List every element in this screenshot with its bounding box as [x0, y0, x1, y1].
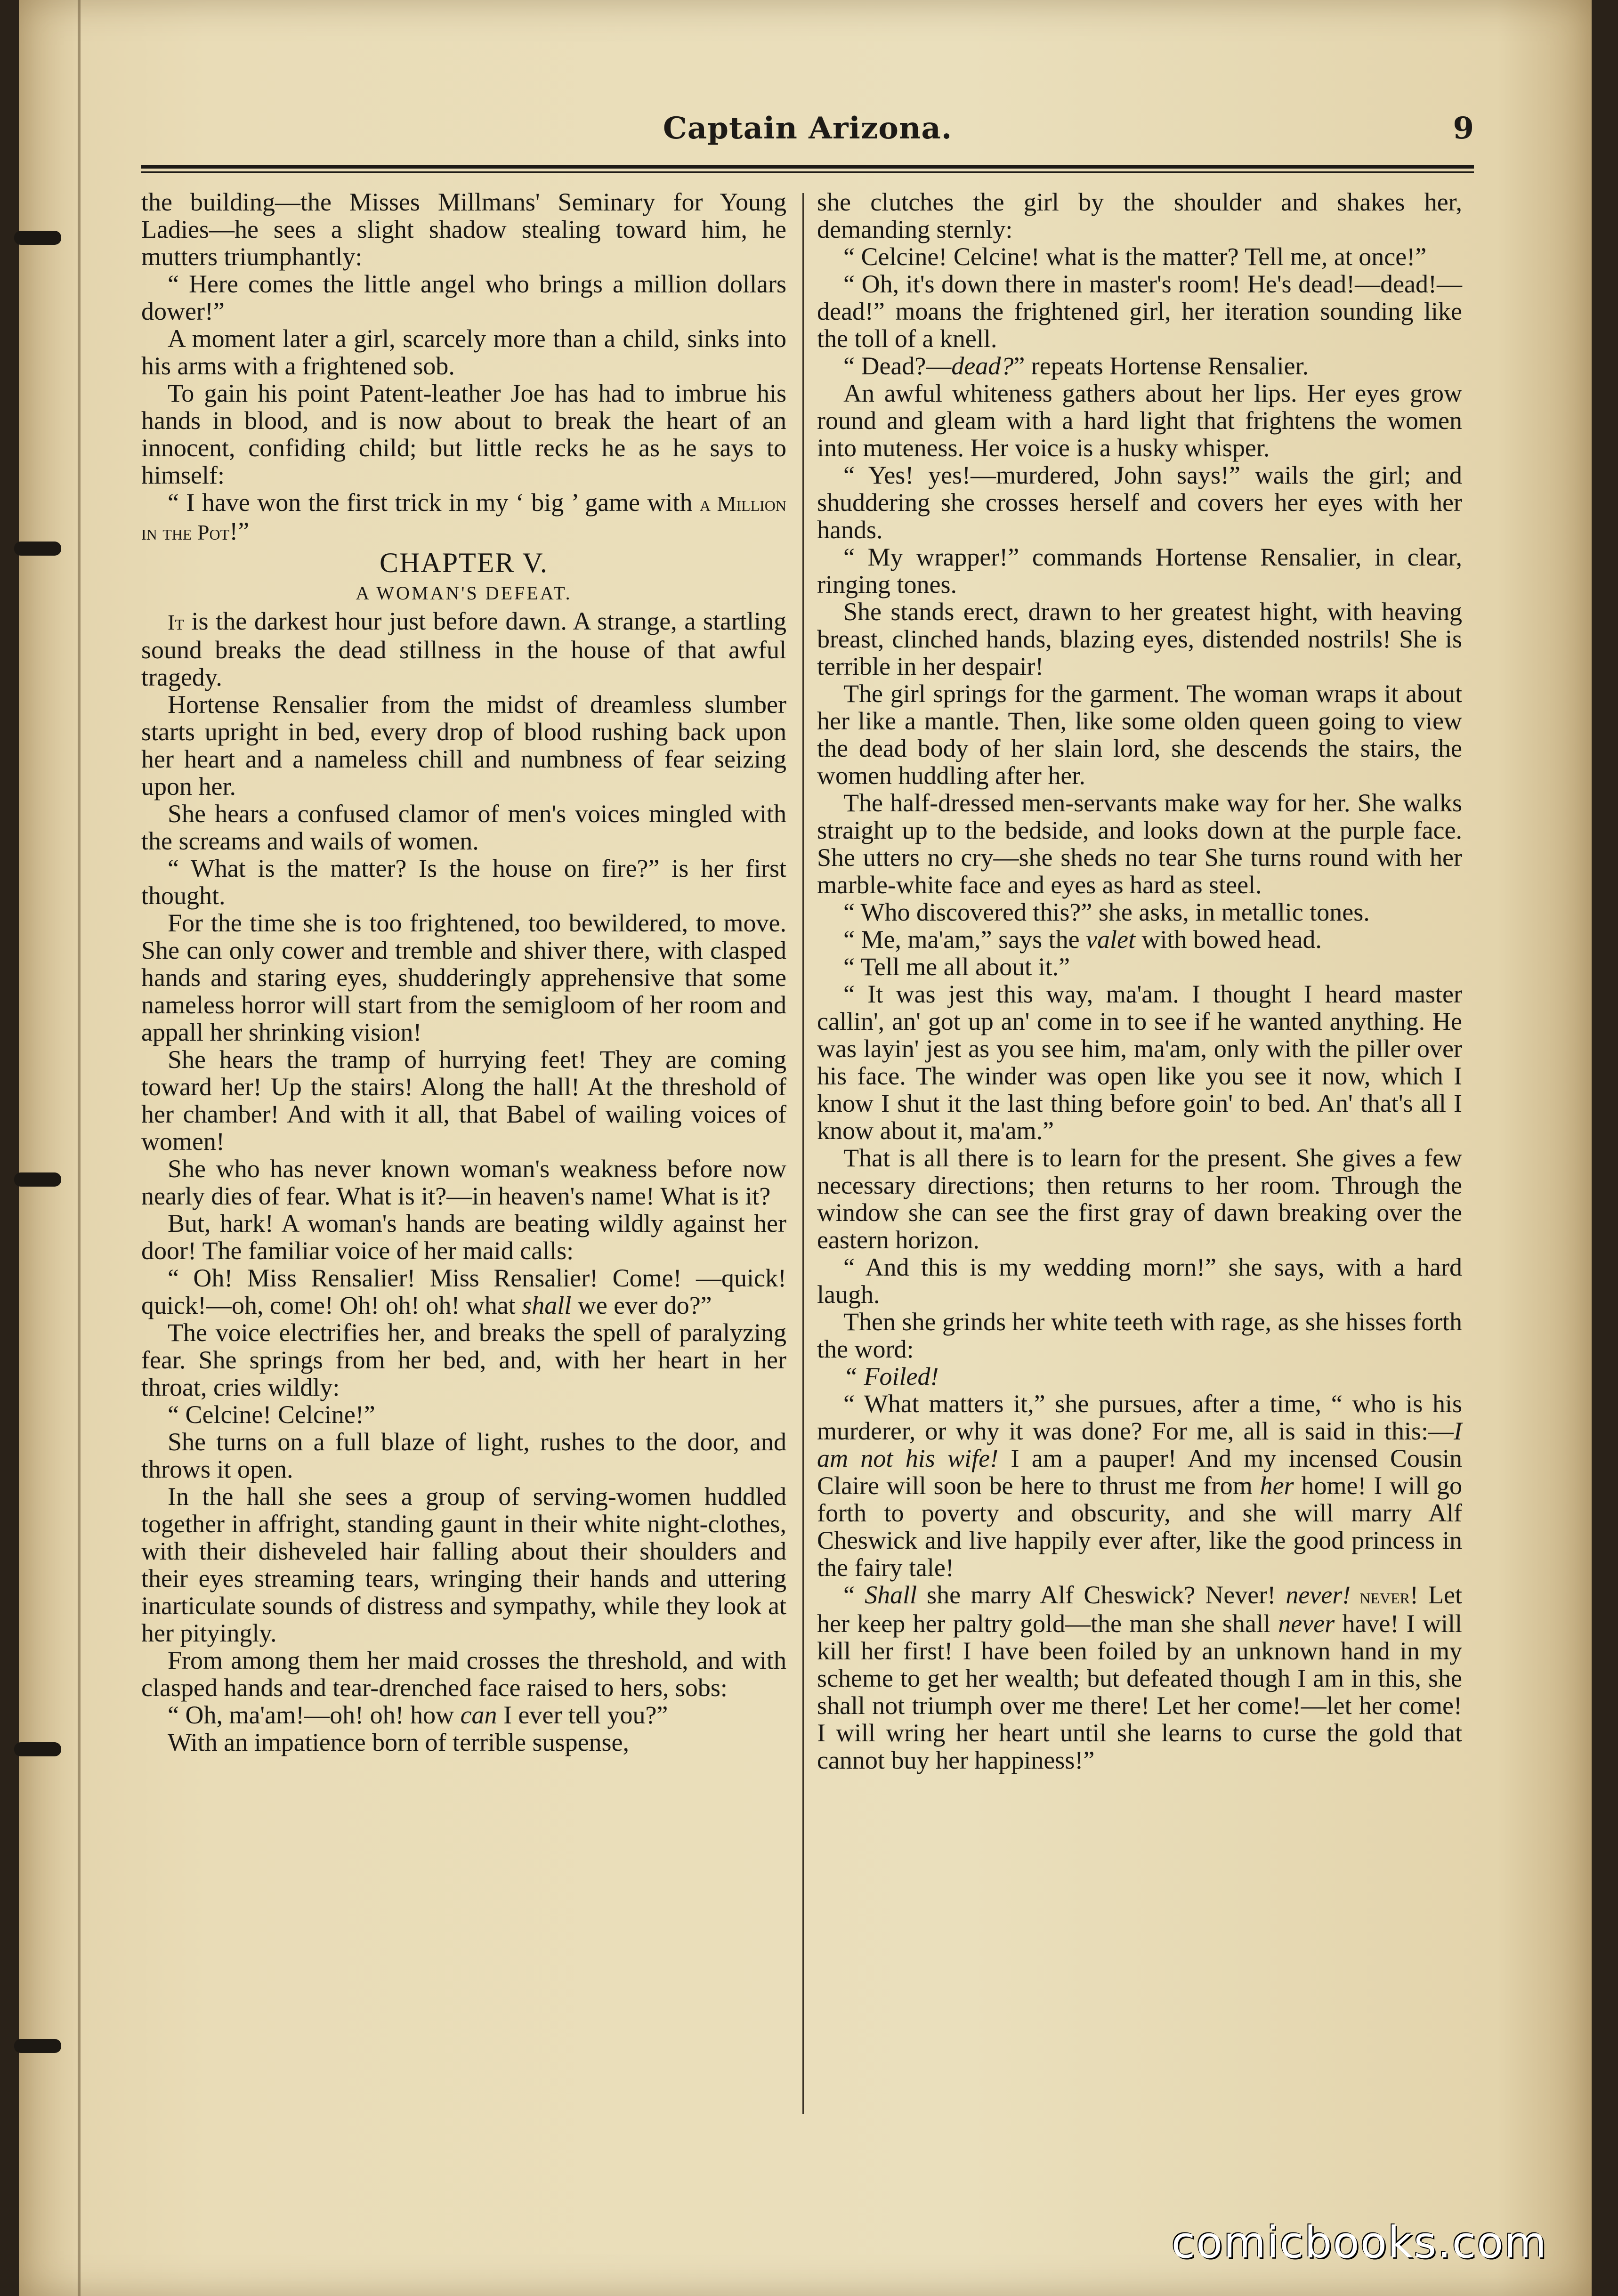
binding-fold — [78, 0, 81, 2296]
paragraph: “ What is the matter? Is the house on fire?” is her first thought. — [141, 854, 786, 910]
paragraph: A moment later a girl, scarcely more than a child, sinks into his arms with a frightened sob. — [141, 324, 786, 380]
text-run: she marry Alf Cheswick? Never! — [917, 1581, 1286, 1609]
paragraph — [141, 607, 786, 691]
binding-stitch — [14, 1742, 61, 1756]
paragraph — [817, 926, 1462, 953]
paragraph: She who has never known woman's weakness before now nearly dies of fear. What is it?—in heaven's name! What is it? — [141, 1155, 786, 1210]
right-column — [817, 188, 1462, 1774]
text-run: home! I will go forth to poverty and obscurity, and she will marry Alf Cheswick and live happily ever after, like the good princess in the fairy tale! — [817, 1471, 1462, 1582]
paragraph: “ Oh, it's down there in master's room! He's dead!—dead!—dead!” moans the frightened girl, her iteration sounding like the toll of a knell. — [817, 270, 1462, 353]
italic-run: “ Foiled! — [843, 1362, 939, 1391]
italic-run: dead? — [951, 352, 1014, 380]
binding-stitch — [14, 231, 61, 245]
header-rule — [141, 165, 1474, 169]
italic-run: never! — [1286, 1581, 1351, 1609]
paragraph: “ Tell me all about it.” — [843, 953, 1070, 981]
page-number: 9 — [1453, 111, 1474, 146]
chapter-subtitle: A WOMAN'S DEFEAT. — [356, 582, 572, 604]
text-run: “ Me, ma'am,” says the — [843, 925, 1086, 954]
text-run: with bowed head. — [1135, 925, 1322, 954]
paragraph: The half-dressed men-servants make way for her. She walks straight up to the bedside, and looks down at the purple face. She utters no cry—she sheds no tear She turns round with her marble-white face and eyes as hard as steel. — [817, 789, 1462, 899]
paragraph: “ Yes! yes!—murdered, John says!” wails the girl; and shuddering she crosses herself and covers her eyes with her hands. — [817, 461, 1462, 544]
paragraph — [817, 1363, 1462, 1390]
text-run: “ Oh! Miss Rensalier! Miss Rensalier! Come! —quick! quick!—oh, come! Oh! oh! oh! what — [141, 1264, 786, 1319]
binding-stitch — [14, 542, 61, 556]
paragraph — [141, 1264, 786, 1319]
paragraph: “ Celcine! Celcine! what is the matter? Tell me, at once!” — [843, 243, 1427, 271]
paragraph: But, hark! A woman's hands are beating wildly against her door! The familiar voice of her maid calls: — [141, 1209, 786, 1265]
paragraph: Then she grinds her white teeth with rage, as she hisses forth the word: — [817, 1308, 1462, 1363]
small-caps-run: a Million in the Pot — [141, 492, 787, 544]
text-run: “ What matters it,” she pursues, after a time, “ who is his murderer, or why it was done? For me, all is said in this:— — [817, 1390, 1462, 1445]
paragraph: In the hall she sees a group of serving-women huddled together in affright, standing gaunt in their white night-clothes, with their disheveled hair falling about their shoulders and their eyes streaming tears, wringing their hands and uttering inarticulate sounds of distress and sympathy, while they look at her pityingly. — [141, 1482, 786, 1647]
binding-stitch — [14, 2039, 61, 2053]
text-run: have! I will kill her first! I have been foiled by an unknown hand in my scheme to get her wealth; but defeated though I am in this, she shall not triumph over me there! Let her come!—let her come! I will wring her heart until she learns to curse the gold that cannot buy her happiness!” — [817, 1609, 1462, 1774]
text-run: I ever tell you?” — [497, 1701, 668, 1729]
paragraph: she clutches the girl by the shoulder and shakes her, demanding sternly: — [817, 188, 1462, 243]
text-run: !” — [229, 517, 250, 545]
paragraph: An awful whiteness gathers about her lips. Her eyes grow round and gleam with a hard light that frightens the women into muteness. Her voice is a husky whisper. — [817, 379, 1462, 462]
paragraph — [817, 1390, 1462, 1581]
paragraph: “ Celcine! Celcine!” — [168, 1400, 375, 1429]
paragraph: She hears the tramp of hurrying feet! They are coming toward her! Up the stairs! Along the hall! At the threshold of her chamber! And with it all, that Babel of wailing voices of women! — [141, 1045, 786, 1156]
text-run: “ Oh, ma'am!—oh! oh! how — [168, 1701, 461, 1729]
paragraph: To gain his point Patent-leather Joe has had to imbrue his hands in blood, and is now about to break the heart of an innocent, confiding child; but little recks he as he says to himself: — [141, 379, 786, 489]
paragraph: The girl springs for the garment. The woman wraps it about her like a mantle. Then, like some olden queen going to view the dead body of her slain lord, she descends the stairs, the women huddling after her. — [817, 679, 1462, 790]
text-run: “ I have won the first trick in my ‘ big ’ game with — [168, 488, 700, 517]
text-run: “ — [843, 1581, 865, 1609]
italic-run: her — [1260, 1471, 1294, 1500]
text-run: I am a pauper! And my incensed Cousin Claire will soon be here to thrust me from — [817, 1444, 1462, 1500]
paragraph: She turns on a full blaze of light, rushes to the door, and throws it open. — [141, 1428, 786, 1483]
small-caps-run: It — [168, 610, 184, 634]
text-run: ” repeats Hortense Rensalier. — [1013, 352, 1309, 380]
italic-run: Shall — [865, 1581, 917, 1609]
paragraph: “ Here comes the little angel who brings a million dollars dower!” — [141, 270, 786, 325]
paragraph: That is all there is to learn for the present. She gives a few necessary directions; then returns to her room. Through the window she can see the first gray of dawn breaking over the eastern horizon. — [817, 1144, 1462, 1254]
italic-run: valet — [1086, 925, 1136, 954]
paragraph: The voice electrifies her, and breaks the spell of paralyzing fear. She springs from her bed, and, with her heart in her throat, cries wildly: — [141, 1318, 786, 1401]
italic-run: shall — [522, 1291, 572, 1319]
paragraph: “ It was jest this way, ma'am. I thought I heard master callin', an' got up an' come in to see if he wanted anything. He was layin' jest as you see him, ma'am, only with the piller over his face. The winder was open like you see it now, which I know I shut it the last thing before goin' to bed. An' that's all I know about it, ma'am.” — [817, 980, 1462, 1145]
chapter-title: CHAPTER V. — [380, 547, 548, 578]
column-divider — [802, 193, 804, 2114]
italic-run: can — [460, 1701, 497, 1729]
paragraph: “ My wrapper!” commands Hortense Rensalier, in clear, ringing tones. — [817, 543, 1462, 598]
small-caps-run: never — [1351, 1584, 1410, 1608]
paragraph: “ Who discovered this?” she asks, in metallic tones. — [843, 898, 1370, 926]
paragraph: For the time she is too frightened, too bewildered, to move. She can only cower and tremble and shiver there, with clasped hands and staring eyes, shudderingly apprehensive that some nameless horror will start from the semigloom of her room and appall her shrinking vision! — [141, 909, 786, 1046]
text-run: ! Let her keep her paltry gold—the man she shall — [817, 1581, 1463, 1638]
paragraph: “ And this is my wedding morn!” she says, with a hard laugh. — [817, 1253, 1462, 1309]
paragraph — [817, 1581, 1462, 1774]
paragraph: Hortense Rensalier from the midst of dreamless slumber starts upright in bed, every drop of blood rushing back upon her heart and a nameless chill and numbness of fear seizing upon her. — [141, 690, 786, 800]
left-column — [141, 188, 786, 1756]
text-run: “ Dead?— — [843, 352, 952, 380]
site-watermark: comicbooks.com — [1171, 2217, 1547, 2268]
page-title: Captain Arizona. — [663, 111, 953, 146]
header-rule-thin — [141, 171, 1474, 173]
paragraph: She hears a confused clamor of men's voices mingled with the screams and wails of women. — [141, 800, 786, 855]
paragraph — [817, 352, 1462, 380]
italic-run: I am not his wife! — [817, 1417, 1462, 1472]
paragraph: From among them her maid crosses the threshold, and with clasped hands and tear-drenched face raised to hers, sobs: — [141, 1646, 786, 1702]
italic-run: never — [1278, 1609, 1335, 1638]
paragraph — [141, 489, 786, 546]
paragraph: With an impatience born of terrible suspense, — [168, 1728, 630, 1756]
text-run: is the darkest hour just before dawn. A strange, a startling sound breaks the dead stillness in the house of that awful tragedy. — [141, 607, 786, 691]
binding-stitch — [14, 1172, 61, 1187]
running-header — [141, 104, 1474, 160]
paragraph: She stands erect, drawn to her greatest hight, with heaving breast, clinched hands, blazing eyes, distended nostrils! She is terrible in her despair! — [817, 598, 1462, 680]
text-run: we ever do?” — [571, 1291, 712, 1319]
paragraph — [141, 1701, 786, 1729]
paragraph: the building—the Misses Millmans' Seminary for Young Ladies—he sees a slight shadow stealing toward him, he mutters triumphantly: — [141, 188, 786, 271]
